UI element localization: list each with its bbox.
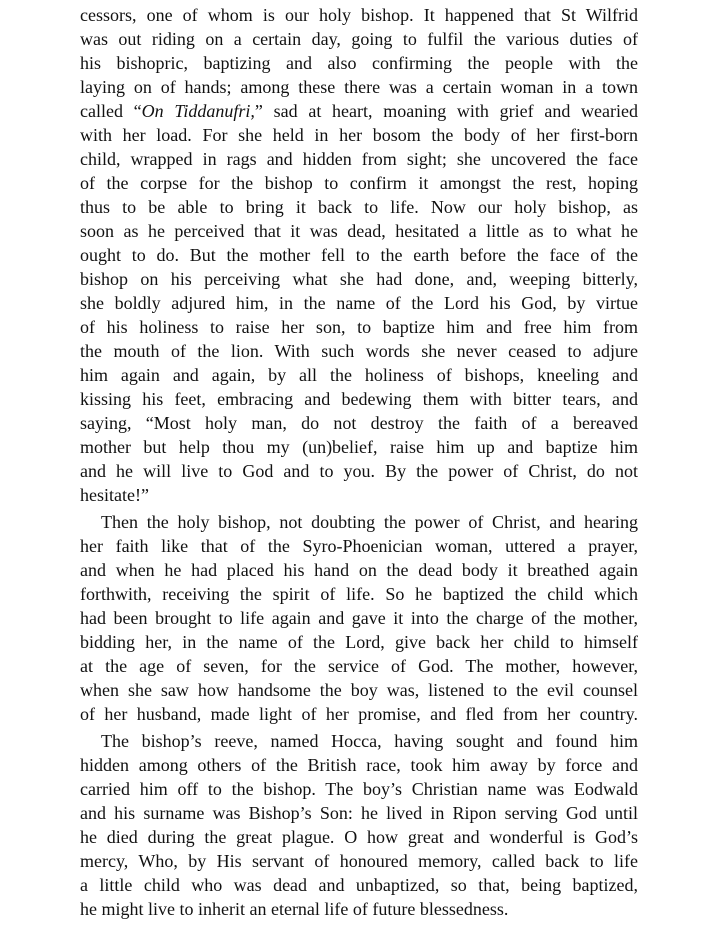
paragraph-last-line: he might live to inherit an eternal life of future blessedness. (80, 899, 509, 919)
text-line: his bishopric, baptizing and also confirming the people with the (80, 53, 638, 73)
text-line: was out riding on a certain day, going to fulfil the various duties of (80, 29, 638, 49)
text-line: carried him off to the bishop. The boy’s Christian name was Eodwald (80, 779, 638, 799)
text-line: bishop on his perceiving what she had done, and, weeping bitterly, (80, 269, 638, 289)
text-line: forthwith, receiving the spirit of life. So he baptized the child which (80, 584, 638, 604)
text-line: him again and again, by all the holiness of bishops, kneeling and (80, 365, 638, 385)
text-fragment: called “ (80, 101, 142, 121)
text-line: mercy, Who, by His servant of honoured memory, called back to life (80, 851, 638, 871)
paragraph-first-line: The bishop’s reeve, named Hocca, having sought and found him (101, 731, 638, 751)
text-line: her faith like that of the Syro-Phoenician woman, uttered a prayer, (80, 536, 638, 556)
text-line: of her husband, made light of her promise, and fled from her country. (80, 704, 638, 724)
text-line: with her load. For she held in her bosom the body of her first-born (80, 125, 638, 145)
text-line: and his surname was Bishop’s Son: he lived in Ripon serving God until (80, 803, 638, 823)
text-line-with-italic-place-name (80, 99, 638, 123)
text-line: laying on of hands; among these there was a certain woman in a town (80, 77, 638, 97)
text-line: a little child who was dead and unbaptized, so that, being baptized, (80, 875, 638, 895)
text-line: cessors, one of whom is our holy bishop. It happened that St Wilfrid (80, 5, 638, 25)
text-line: of the corpse for the bishop to confirm it amongst the rest, hoping (80, 173, 638, 193)
text-line: and he will live to God and to you. By the power of Christ, do not (80, 461, 638, 481)
text-line: mother but help thou my (un)belief, raise him up and baptize him (80, 437, 638, 457)
paragraph-last-line: hesitate!” (80, 485, 149, 505)
text-line: hidden among others of the British race, took him away by force and (80, 755, 638, 775)
text-line: she boldly adjured him, in the name of the Lord his God, by virtue (80, 293, 638, 313)
text-line: bidding her, in the name of the Lord, give back her child to himself (80, 632, 638, 652)
text-line: soon as he perceived that it was dead, hesitated a little as to what he (80, 221, 638, 241)
text-line: when she saw how handsome the boy was, listened to the evil counsel (80, 680, 638, 700)
text-line: child, wrapped in rags and hidden from sight; she uncovered the face (80, 149, 638, 169)
text-fragment: ” sad at heart, moaning with grief and wearied (254, 101, 638, 121)
text-line: he died during the great plague. O how great and wonderful is God’s (80, 827, 638, 847)
text-line: the mouth of the lion. With such words she never ceased to adjure (80, 341, 638, 361)
document-page (80, 0, 638, 935)
paragraph-first-line: Then the holy bishop, not doubting the power of Christ, and hearing (101, 512, 638, 532)
text-line: and when he had placed his hand on the dead body it breathed again (80, 560, 638, 580)
text-line: had been brought to life again and gave it into the charge of the mother, (80, 608, 638, 628)
text-line: ought to do. But the mother fell to the earth before the face of the (80, 245, 638, 265)
text-line: at the age of seven, for the service of God. The mother, however, (80, 656, 638, 676)
text-line: saying, “Most holy man, do not destroy the faith of a bereaved (80, 413, 638, 433)
text-line: kissing his feet, embracing and bedewing them with bitter tears, and (80, 389, 638, 409)
place-name-italic: On Tiddanufri, (141, 101, 255, 121)
text-line: of his holiness to raise her son, to baptize him and free him from (80, 317, 638, 337)
text-line: thus to be able to bring it back to life. Now our holy bishop, as (80, 197, 638, 217)
